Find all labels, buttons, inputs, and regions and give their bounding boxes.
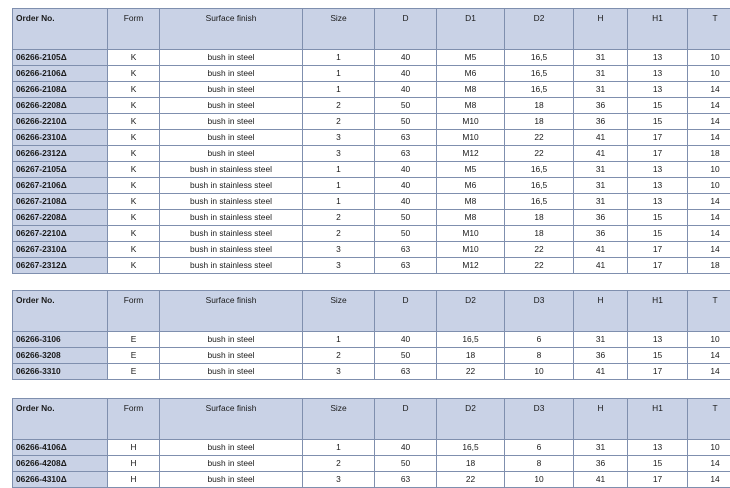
table-cell: 16,5	[505, 162, 574, 178]
table-cell: 40	[375, 178, 437, 194]
table-cell: 41	[574, 258, 628, 274]
table-row	[13, 456, 730, 472]
table-cell: bush in stainless steel	[160, 162, 303, 178]
table-cell: 18	[505, 114, 574, 130]
table-cell: 40	[375, 194, 437, 210]
table-row	[13, 332, 730, 348]
table-cell: 31	[574, 194, 628, 210]
table-cell: M10	[437, 226, 505, 242]
table-cell: 18	[688, 146, 730, 162]
table-cell: 3	[303, 472, 375, 488]
table-cell: 10	[688, 332, 730, 348]
column-header: Surface finish	[160, 9, 303, 50]
column-header: D	[375, 399, 437, 440]
table-cell: 17	[628, 364, 688, 380]
table-cell: 63	[375, 364, 437, 380]
table-cell: K	[108, 258, 160, 274]
table-cell: 36	[574, 348, 628, 364]
column-header: D3	[505, 399, 574, 440]
order-number-cell: 06267-2208Δ	[13, 210, 108, 226]
table-cell: 14	[688, 226, 730, 242]
order-number-cell: 06266-3106	[13, 332, 108, 348]
table-cell: 1	[303, 66, 375, 82]
table-cell: bush in stainless steel	[160, 242, 303, 258]
table-cell: 10	[688, 178, 730, 194]
table-cell: K	[108, 130, 160, 146]
table-row	[13, 364, 730, 380]
table-cell: 13	[628, 332, 688, 348]
table-cell: bush in stainless steel	[160, 226, 303, 242]
order-number-cell: 06267-2312Δ	[13, 258, 108, 274]
table-cell: H	[108, 456, 160, 472]
table-cell: 13	[628, 82, 688, 98]
table-cell: 8	[505, 456, 574, 472]
table-cell: 2	[303, 226, 375, 242]
table-cell: 63	[375, 258, 437, 274]
table-cell: 41	[574, 242, 628, 258]
table-cell: 13	[628, 50, 688, 66]
table-cell: 1	[303, 332, 375, 348]
table-cell: H	[108, 440, 160, 456]
table-cell: 31	[574, 178, 628, 194]
table-cell: M8	[437, 194, 505, 210]
table-cell: bush in steel	[160, 130, 303, 146]
table-cell: M10	[437, 114, 505, 130]
table-cell: 14	[688, 98, 730, 114]
table-cell: 50	[375, 210, 437, 226]
table-cell: 10	[505, 364, 574, 380]
table-cell: 15	[628, 456, 688, 472]
table-cell: 6	[505, 332, 574, 348]
table-cell: bush in steel	[160, 364, 303, 380]
header-row	[13, 399, 730, 440]
table-cell: 15	[628, 226, 688, 242]
table-cell: K	[108, 66, 160, 82]
table-cell: 22	[437, 472, 505, 488]
table-cell: 40	[375, 440, 437, 456]
header-row	[13, 291, 730, 332]
table-cell: 1	[303, 82, 375, 98]
table-cell: 10	[688, 66, 730, 82]
column-header: Surface finish	[160, 399, 303, 440]
table-cell: 41	[574, 364, 628, 380]
table-cell: 14	[688, 242, 730, 258]
table-cell: M12	[437, 146, 505, 162]
table-row	[13, 82, 730, 98]
table-cell: 41	[574, 146, 628, 162]
order-number-cell: 06266-4310Δ	[13, 472, 108, 488]
column-header: T	[688, 291, 730, 332]
column-header: D2	[437, 399, 505, 440]
table-cell: 31	[574, 66, 628, 82]
table-row	[13, 178, 730, 194]
table-cell: 3	[303, 146, 375, 162]
table-cell: 36	[574, 114, 628, 130]
table-cell: 50	[375, 98, 437, 114]
table-cell: 18	[505, 226, 574, 242]
column-header: T	[688, 399, 730, 440]
table-cell: 50	[375, 348, 437, 364]
table-cell: 50	[375, 226, 437, 242]
order-number-cell: 06266-4106Δ	[13, 440, 108, 456]
column-header: H1	[628, 399, 688, 440]
table-row	[13, 98, 730, 114]
table-cell: 10	[688, 162, 730, 178]
table-cell: 40	[375, 50, 437, 66]
table-cell: 14	[688, 456, 730, 472]
table-cell: K	[108, 226, 160, 242]
table-cell: 14	[688, 114, 730, 130]
table-row	[13, 258, 730, 274]
table-cell: 16,5	[437, 332, 505, 348]
table-row	[13, 472, 730, 488]
table-cell: 13	[628, 66, 688, 82]
order-number-cell: 06266-3310	[13, 364, 108, 380]
order-number-cell: 06267-2105Δ	[13, 162, 108, 178]
column-header: Order No.	[13, 9, 108, 50]
table-cell: 16,5	[505, 66, 574, 82]
column-header: Form	[108, 399, 160, 440]
column-header: D	[375, 291, 437, 332]
column-header: Form	[108, 291, 160, 332]
table-cell: 2	[303, 456, 375, 472]
table-cell: 16,5	[505, 194, 574, 210]
table-cell: E	[108, 332, 160, 348]
table-row	[13, 146, 730, 162]
table-cell: 14	[688, 194, 730, 210]
table-row	[13, 242, 730, 258]
order-number-cell: 06266-2210Δ	[13, 114, 108, 130]
column-header: D	[375, 9, 437, 50]
table-cell: H	[108, 472, 160, 488]
table-cell: 16,5	[505, 82, 574, 98]
table-cell: 10	[688, 440, 730, 456]
table-cell: 36	[574, 456, 628, 472]
table-cell: 63	[375, 472, 437, 488]
table-cell: 17	[628, 472, 688, 488]
table-cell: 15	[628, 348, 688, 364]
table-cell: bush in steel	[160, 82, 303, 98]
table-cell: 18	[688, 258, 730, 274]
table-row	[13, 348, 730, 364]
table-cell: 3	[303, 364, 375, 380]
table-cell: 31	[574, 162, 628, 178]
table-cell: 1	[303, 194, 375, 210]
table-row	[13, 194, 730, 210]
table-cell: 13	[628, 440, 688, 456]
table-cell: M8	[437, 98, 505, 114]
table-cell: 6	[505, 440, 574, 456]
table-cell: 1	[303, 162, 375, 178]
table-cell: bush in steel	[160, 456, 303, 472]
table-cell: 41	[574, 472, 628, 488]
table-cell: 2	[303, 114, 375, 130]
table-cell: 36	[574, 98, 628, 114]
column-header: T	[688, 9, 730, 50]
table-cell: 22	[437, 364, 505, 380]
table-cell: 40	[375, 332, 437, 348]
column-header: Size	[303, 399, 375, 440]
table-cell: 31	[574, 332, 628, 348]
table-cell: 63	[375, 130, 437, 146]
table-cell: 63	[375, 146, 437, 162]
table-cell: 15	[628, 114, 688, 130]
table-cell: 3	[303, 242, 375, 258]
table-cell: M8	[437, 82, 505, 98]
column-header: Form	[108, 9, 160, 50]
column-header: H	[574, 9, 628, 50]
table-cell: K	[108, 50, 160, 66]
table-cell: 50	[375, 456, 437, 472]
table-cell: 1	[303, 50, 375, 66]
table-cell: 40	[375, 82, 437, 98]
table-cell: 14	[688, 364, 730, 380]
table-cell: 63	[375, 242, 437, 258]
column-header: Order No.	[13, 399, 108, 440]
table-cell: K	[108, 210, 160, 226]
order-number-cell: 06266-2106Δ	[13, 66, 108, 82]
table-cell: 15	[628, 98, 688, 114]
column-header: H	[574, 291, 628, 332]
table-cell: K	[108, 82, 160, 98]
table-cell: 10	[505, 472, 574, 488]
table-cell: 18	[437, 456, 505, 472]
table-cell: M12	[437, 258, 505, 274]
table-cell: 50	[375, 114, 437, 130]
table-row	[13, 66, 730, 82]
table-cell: bush in steel	[160, 146, 303, 162]
table-cell: 10	[688, 50, 730, 66]
table-cell: 1	[303, 440, 375, 456]
column-header: D2	[505, 9, 574, 50]
table-cell: 2	[303, 98, 375, 114]
table-cell: 41	[574, 130, 628, 146]
table-cell: 16,5	[437, 440, 505, 456]
table-cell: 13	[628, 162, 688, 178]
table-cell: 31	[574, 82, 628, 98]
table-cell: 3	[303, 258, 375, 274]
table-cell: 31	[574, 440, 628, 456]
table-cell: bush in stainless steel	[160, 178, 303, 194]
table-cell: 18	[437, 348, 505, 364]
column-header: D1	[437, 9, 505, 50]
table-row	[13, 210, 730, 226]
order-number-cell: 06266-3208	[13, 348, 108, 364]
table-cell: bush in steel	[160, 66, 303, 82]
table-cell: 22	[505, 146, 574, 162]
table-cell: 40	[375, 162, 437, 178]
column-header: Surface finish	[160, 291, 303, 332]
column-header: H1	[628, 291, 688, 332]
table-row	[13, 440, 730, 456]
table-cell: M5	[437, 50, 505, 66]
table-cell: M6	[437, 178, 505, 194]
table-cell: M6	[437, 66, 505, 82]
table-cell: 2	[303, 348, 375, 364]
table-cell: 8	[505, 348, 574, 364]
table-cell: M8	[437, 210, 505, 226]
table-cell: K	[108, 114, 160, 130]
spec-table-form-e	[12, 290, 730, 380]
table-row	[13, 50, 730, 66]
table-cell: 14	[688, 82, 730, 98]
order-number-cell: 06267-2210Δ	[13, 226, 108, 242]
table-cell: M10	[437, 130, 505, 146]
table-cell: 18	[505, 98, 574, 114]
table-cell: 22	[505, 258, 574, 274]
column-header: D2	[437, 291, 505, 332]
order-number-cell: 06266-2312Δ	[13, 146, 108, 162]
table-cell: K	[108, 178, 160, 194]
table-cell: K	[108, 242, 160, 258]
table-cell: bush in steel	[160, 472, 303, 488]
order-number-cell: 06266-2108Δ	[13, 82, 108, 98]
table-cell: 17	[628, 130, 688, 146]
column-header: H	[574, 399, 628, 440]
order-number-cell: 06267-2106Δ	[13, 178, 108, 194]
column-header: Size	[303, 9, 375, 50]
table-cell: 13	[628, 194, 688, 210]
table-row	[13, 114, 730, 130]
order-number-cell: 06266-2105Δ	[13, 50, 108, 66]
table-cell: 36	[574, 210, 628, 226]
table-cell: 3	[303, 130, 375, 146]
table-cell: E	[108, 348, 160, 364]
table-row	[13, 130, 730, 146]
table-cell: M10	[437, 242, 505, 258]
table-cell: 14	[688, 210, 730, 226]
table-cell: 15	[628, 210, 688, 226]
table-cell: 2	[303, 210, 375, 226]
table-cell: 22	[505, 242, 574, 258]
table-cell: K	[108, 146, 160, 162]
table-cell: 14	[688, 472, 730, 488]
order-number-cell: 06266-4208Δ	[13, 456, 108, 472]
order-number-cell: 06266-2208Δ	[13, 98, 108, 114]
table-cell: bush in steel	[160, 348, 303, 364]
table-cell: bush in stainless steel	[160, 258, 303, 274]
table-cell: 14	[688, 348, 730, 364]
table-row	[13, 162, 730, 178]
column-header: Size	[303, 291, 375, 332]
column-header: H1	[628, 9, 688, 50]
table-row	[13, 226, 730, 242]
table-cell: 36	[574, 226, 628, 242]
spec-table-form-k	[12, 8, 730, 274]
table-cell: bush in steel	[160, 114, 303, 130]
table-cell: 13	[628, 178, 688, 194]
column-header: D3	[505, 291, 574, 332]
table-cell: 16,5	[505, 178, 574, 194]
table-cell: bush in steel	[160, 440, 303, 456]
table-cell: 31	[574, 50, 628, 66]
table-cell: 16,5	[505, 50, 574, 66]
table-cell: M5	[437, 162, 505, 178]
order-number-cell: 06267-2310Δ	[13, 242, 108, 258]
table-cell: bush in steel	[160, 98, 303, 114]
table-cell: bush in steel	[160, 50, 303, 66]
table-cell: K	[108, 162, 160, 178]
table-cell: 1	[303, 178, 375, 194]
order-number-cell: 06267-2108Δ	[13, 194, 108, 210]
order-number-cell: 06266-2310Δ	[13, 130, 108, 146]
table-cell: 14	[688, 130, 730, 146]
table-cell: K	[108, 98, 160, 114]
column-header: Order No.	[13, 291, 108, 332]
table-cell: 40	[375, 66, 437, 82]
table-cell: bush in steel	[160, 332, 303, 348]
table-cell: 22	[505, 130, 574, 146]
table-cell: 17	[628, 146, 688, 162]
table-cell: E	[108, 364, 160, 380]
table-cell: bush in stainless steel	[160, 194, 303, 210]
table-cell: 17	[628, 258, 688, 274]
table-cell: 18	[505, 210, 574, 226]
table-cell: K	[108, 194, 160, 210]
spec-table-form-h	[12, 398, 730, 488]
table-cell: 17	[628, 242, 688, 258]
header-row	[13, 9, 730, 50]
table-cell: bush in stainless steel	[160, 210, 303, 226]
